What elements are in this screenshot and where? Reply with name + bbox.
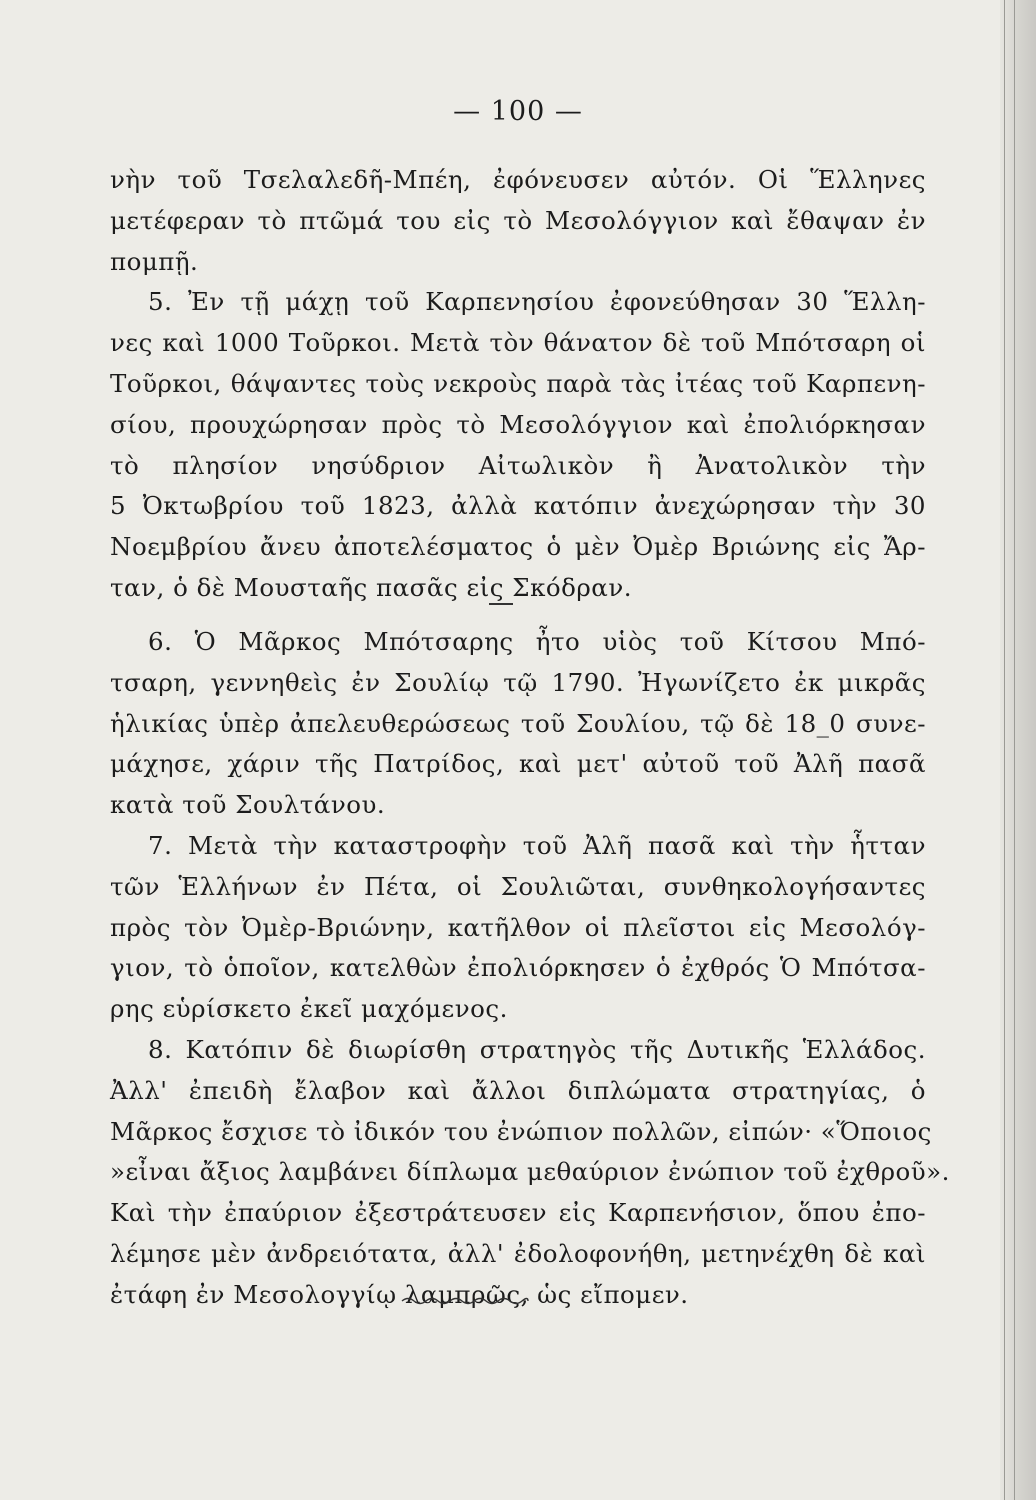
page-edge-shadow: [1000, 0, 1036, 1500]
text-line: κατὰ τοῦ Σουλτάνου.: [110, 790, 386, 820]
text-line: ταν, ὁ δὲ Μουσταῆς πασᾶς εἰς Σκόδραν.: [110, 572, 633, 602]
text-line: μάχησε, χάριν τῆς Πατρίδος, καὶ μετ' αὐτοῦ τοῦ Ἀλῆ πασᾶ: [110, 749, 926, 779]
text-line: Μᾶρκος ἔσχισε τὸ ἰδικόν του ἐνώπιον πολλῶν, εἰπών· «Ὅποιος: [110, 1116, 932, 1146]
page-edge-line: [1014, 0, 1015, 1500]
text-line: λέμησε μὲν ἀνδρειότατα, ἀλλ' ἐδολοφονήθη, μετηνέχθη δὲ καὶ: [110, 1238, 926, 1268]
section-separator: [489, 603, 513, 605]
text-line: Τοῦρκοι, θάψαντες τοὺς νεκροὺς παρὰ τὰς ἰτέας τοῦ Καρπενη-: [110, 368, 926, 398]
text-line: μετέφεραν τὸ πτῶμά του εἰς τὸ Μεσολόγγιον καὶ ἔθαψαν ἐν: [110, 205, 926, 235]
text-line: νὴν τοῦ Τσελαλεδῆ-Μπέη, ἐφόνευσεν αὐτόν. Οἱ Ἕλληνες: [110, 165, 926, 194]
ornamental-wavy-rule: [400, 1294, 530, 1308]
text-line: πομπῇ.: [110, 246, 199, 276]
text-line: τὸ πλησίον νησύδριον Αἰτωλικὸν ἢ Ἀνατολικὸν τὴν: [110, 450, 926, 480]
text-line: »εἶναι ἄξιος λαμβάνει δίπλωμα μεθαύριον ἐνώπιον τοῦ ἐχθροῦ».: [110, 1157, 950, 1187]
text-line: σίου, προυχώρησαν πρὸς τὸ Μεσολόγγιον καὶ ἐπολιόρκησαν: [110, 409, 926, 439]
text-line: ἐτάφη ἐν Μεσολογγίῳ λαμπρῶς, ὡς εἴπομεν.: [110, 1279, 689, 1309]
text-line: 5. Ἐν τῇ μάχῃ τοῦ Καρπενησίου ἐφονεύθησαν 30 Ἕλλη-: [148, 287, 926, 317]
text-block-lower: [110, 622, 950, 1316]
page-number: — 100 —: [453, 96, 583, 127]
text-line: Νοεμβρίου ἄνευ ἀποτελέσματος ὁ μὲν Ὀμὲρ Βριώνης εἰς Ἄρ-: [110, 532, 926, 562]
text-line: 8. Κατόπιν δὲ διωρίσθη στρατηγὸς τῆς Δυτικῆς Ἑλλάδος.: [148, 1034, 926, 1064]
text-line: τσαρη, γεννηθεὶς ἐν Σουλίῳ τῷ 1790. Ἠγωνίζετο ἐκ μικρᾶς: [110, 667, 926, 697]
text-block-upper: [110, 160, 926, 609]
text-line: 5 Ὀκτωβρίου τοῦ 1823, ἀλλὰ κατόπιν ἀνεχώρησαν τὴν 30: [110, 491, 926, 521]
text-line: ἡλικίας ὑπὲρ ἀπελευθερώσεως τοῦ Σουλίου, τῷ δὲ 18_0 συνε-: [110, 708, 926, 738]
text-line: Καὶ τὴν ἐπαύριον ἐξεστράτευσεν εἰς Καρπενήσιον, ὅπου ἐπο-: [110, 1198, 926, 1228]
text-line: πρὸς τὸν Ὀμὲρ-Βριώνην, κατῆλθον οἱ πλεῖστοι εἰς Μεσολόγ-: [110, 912, 926, 942]
text-line: τῶν Ἑλλήνων ἐν Πέτα, οἱ Σουλιῶται, συνθηκολογήσαντες: [110, 871, 926, 901]
text-line: 6. Ὁ Μᾶρκος Μπότσαρης ἦτο υἱὸς τοῦ Κίτσου Μπό-: [148, 627, 926, 656]
page-edge-line: [1004, 0, 1005, 1500]
text-line: νες καὶ 1000 Τοῦρκοι. Μετὰ τὸν θάνατον δὲ τοῦ Μπότσαρη οἱ: [110, 328, 926, 358]
text-line: ρης εὑρίσκετο ἐκεῖ μαχόμενος.: [110, 994, 508, 1024]
text-line: Ἀλλ' ἐπειδὴ ἔλαβον καὶ ἄλλοι διπλώματα στρατηγίας, ὁ: [110, 1075, 926, 1105]
text-line: γιον, τὸ ὁποῖον, κατελθὼν ἐπολιόρκησεν ὁ ἐχθρός Ὁ Μπότσα-: [110, 953, 926, 983]
text-line: 7. Μετὰ τὴν καταστροφὴν τοῦ Ἀλῆ πασᾶ καὶ τὴν ἧτταν: [148, 830, 926, 860]
